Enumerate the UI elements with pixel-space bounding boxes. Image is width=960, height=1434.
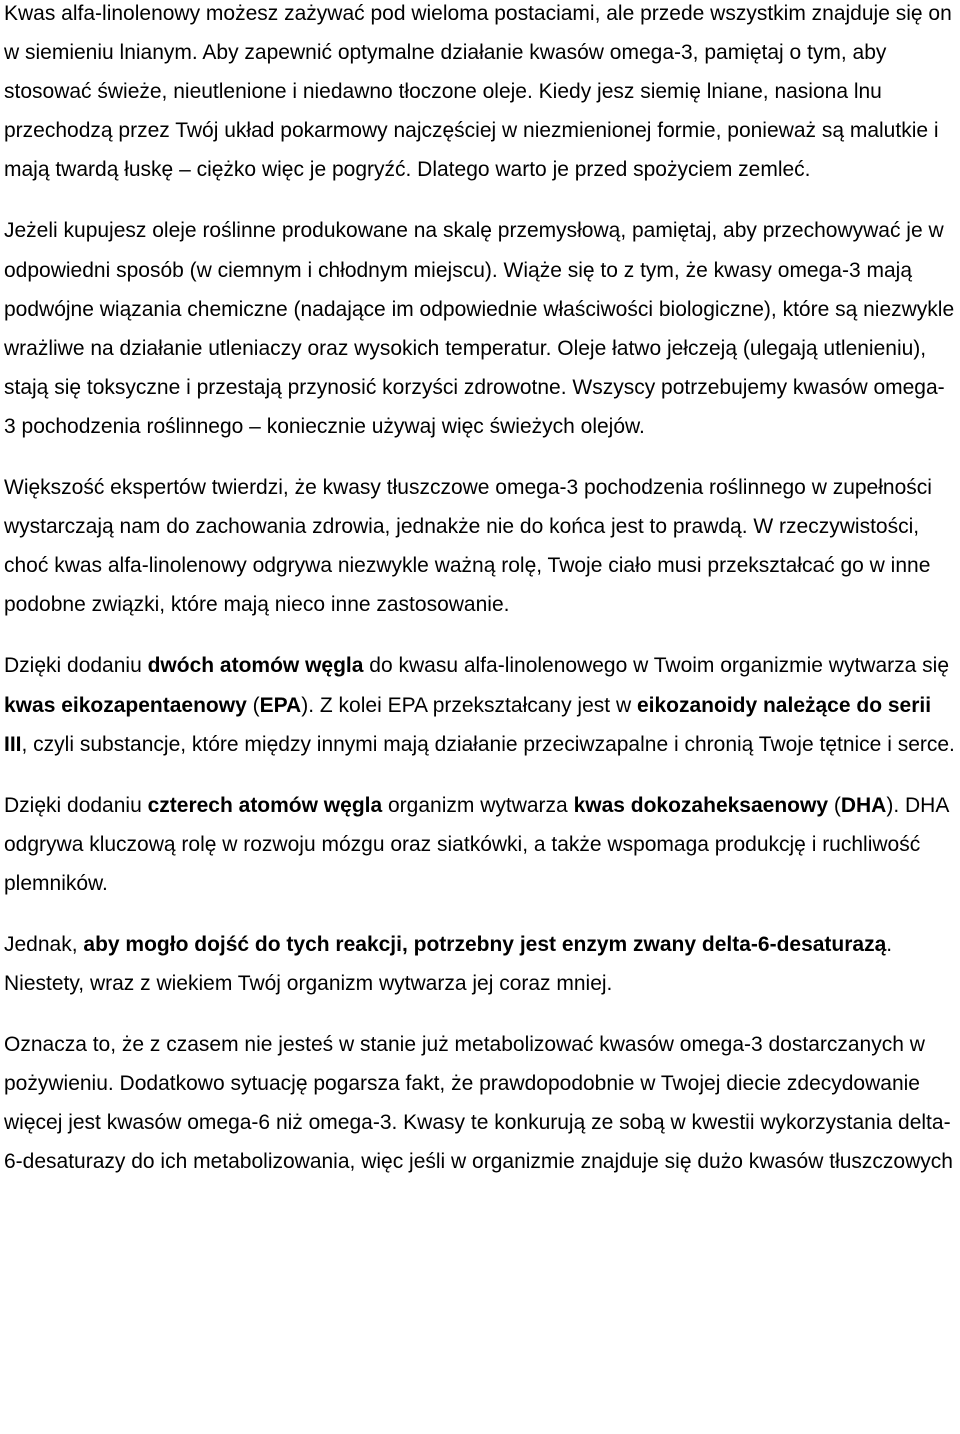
text-segment: Kwas alfa-linolenowy możesz zażywać pod wieloma postaciami, ale przede wszystkim znajduje się on w siemieniu lnianym. Aby zapewnić optymalne działanie kwasów omega-3, pamiętaj o tym, aby stosować świeże, nieutlenione i niedawno tłoczone oleje. Kiedy jesz siemię lniane, nasiona lnu przechodzą przez Twój układ pokarmowy najczęściej w niezmienionej formie, ponieważ są malutkie i mają twardą łuskę – ciężko więc je pogryźć. Dlatego warto je przed spożyciem zemleć. (4, 2, 952, 182)
text-segment: Jeżeli kupujesz oleje roślinne produkowane na skalę przemysłową, pamiętaj, aby przechowywać je w odpowiedni sposób (w ciemnym i chłodnym miejscu). Wiąże się to z tym, że kwasy omega-3 mają podwójne wiązania chemiczne (nadające im odpowiednie właściwości biologiczne), które są niezwykle wrażliwe na działanie utleniaczy oraz wysokich temperatur. Oleje łatwo jełczeją (ulegają utlenieniu), stają się toksyczne i przestają przynosić korzyści zdrowotne. Wszyscy potrzebujemy kwasów omega-3 pochodzenia roślinnego – koniecznie używaj więc świeżych olejów. (4, 219, 955, 438)
paragraph-4 (4, 646, 956, 763)
bold-text-segment: DHA (840, 793, 887, 817)
text-segment: ). DHA odgrywa kluczową rolę w rozwoju mózgu oraz siatkówki, a także wspomaga produkcję i ruchliwość plemników. (4, 793, 949, 895)
bold-text-segment: czterech atomów węgla (147, 793, 383, 817)
paragraph-3 (4, 468, 956, 624)
text-segment: Dzięki dodaniu (4, 654, 148, 678)
paragraph-6 (4, 925, 956, 1003)
text-segment: Jednak, (4, 932, 84, 956)
bold-text-segment: kwas eikozapentaenowy (4, 693, 247, 717)
text-segment: . Niestety, wraz z wiekiem Twój organizm wytwarza jej coraz mniej. (4, 932, 893, 996)
text-segment: ( (828, 793, 841, 817)
bold-text-segment: kwas dokozaheksaenowy (573, 793, 829, 817)
paragraph-1 (4, 0, 956, 189)
text-segment: , czyli substancje, które między innymi mają działanie przeciwzapalne i chronią Twoje tętnice i serce. (21, 732, 955, 756)
document-page (4, 0, 956, 1204)
text-segment: Większość ekspertów twierdzi, że kwasy tłuszczowe omega-3 pochodzenia roślinnego w zupełności wystarczają nam do zachowania zdrowia, jednakże nie do końca jest to prawdą. W rzeczywistości, choć kwas alfa-linolenowy odgrywa niezwykle ważną rolę, Twoje ciało musi przekształcać go w inne podobne związki, które mają nieco inne zastosowanie. (4, 476, 932, 617)
paragraph-5 (4, 786, 956, 903)
text-segment: do kwasu alfa-linolenowego w Twoim organizmie wytwarza się (363, 654, 949, 678)
bold-text-segment: aby mogło dojść do tych reakcji, potrzebny jest enzym zwany delta-6-desaturazą (83, 932, 887, 956)
text-segment: Dzięki dodaniu (4, 793, 148, 817)
bold-text-segment: dwóch atomów węgla (147, 654, 364, 678)
paragraph-7 (4, 1025, 956, 1181)
text-segment: ). Z kolei EPA przekształcany jest w (301, 693, 637, 717)
text-segment: ( (246, 693, 260, 717)
paragraph-2 (4, 211, 956, 446)
text-segment: Oznacza to, że z czasem nie jesteś w stanie już metabolizować kwasów omega-3 dostarczanych w pożywieniu. Dodatkowo sytuację pogarsza fakt, że prawdopodobnie w Twojej diecie zdecydowanie więcej jest kwasów omega-6 niż omega-3. Kwasy te konkurują ze sobą w kwestii wykorzystania delta-6-desaturazy do ich metabolizowania, więc jeśli w organizmie znajduje się dużo kwasów tłuszczowych (4, 1033, 953, 1174)
bold-text-segment: eikozanoidy należące do serii III (4, 693, 932, 756)
bold-text-segment: EPA (259, 693, 302, 717)
text-segment: organizm wytwarza (382, 793, 574, 817)
